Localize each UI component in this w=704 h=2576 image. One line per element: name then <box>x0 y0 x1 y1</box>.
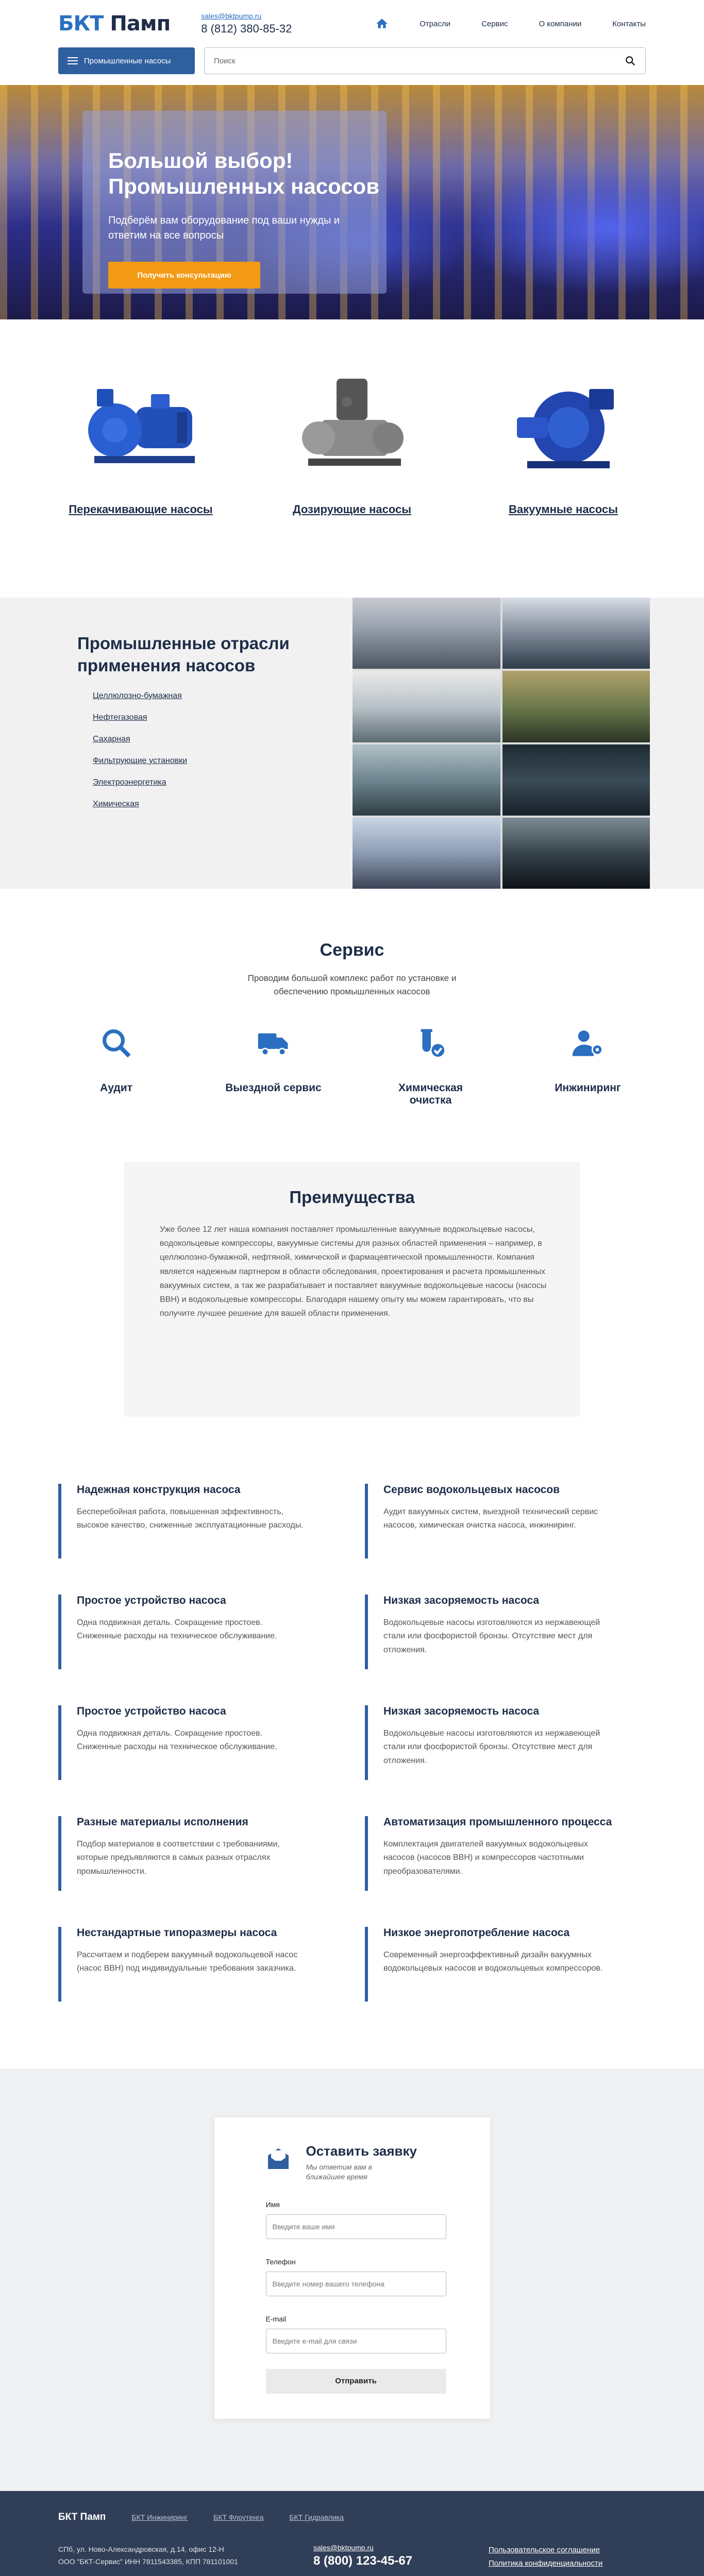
email-label: E-mail <box>265 2314 287 2323</box>
service-item-label: Аудит <box>100 1082 132 1094</box>
industry-photo <box>353 671 500 742</box>
search-field[interactable] <box>204 47 646 74</box>
agreement-link[interactable]: Пользовательское соглашение <box>489 2546 600 2554</box>
industries-section <box>0 598 704 889</box>
header-phone[interactable]: 8 (812) 380-85-32 <box>201 22 292 35</box>
features-grid <box>58 1484 646 2069</box>
header-contacts <box>201 12 292 36</box>
product-card[interactable] <box>275 371 429 598</box>
industry-photo <box>353 818 500 889</box>
footer-link[interactable]: БКТ Гидравлика <box>289 2513 344 2521</box>
product-categories <box>0 319 704 598</box>
footer-email[interactable]: sales@bktpump.ru <box>313 2544 374 2552</box>
logo-part-b: Памп <box>110 12 171 36</box>
feature-card <box>365 1927 646 2002</box>
truck-icon <box>257 1026 291 1060</box>
name-field[interactable]: Введите ваше имя <box>266 2214 446 2239</box>
product-link[interactable]: Перекачивающие насосы <box>69 503 213 516</box>
service-item-label: Инжиниринг <box>555 1082 621 1094</box>
name-label: Имя <box>265 2200 280 2209</box>
phone-label: Телефон <box>265 2257 296 2266</box>
feature-card <box>365 1816 646 1891</box>
footer-link[interactable]: БКТ Инжиниринг <box>131 2513 188 2521</box>
industry-link[interactable]: Электроэнергетика <box>93 777 166 787</box>
catalog-button-label: Промышленные насосы <box>84 56 171 65</box>
advantages-text: Уже более 12 лет наша компания поставляет промышленные вакуумные водокольцевые насосы, водокольцевые компрессоры, вакуумные системы для разных областей применения – например, в целлюлозно-бумажной, нефтяной, химической и фармацевтической промышленности. Компания является надежным партнером в области обследования, проектирования и расчета промышленных вакуумных систем, а так же разрабатывает и поставляет вакуумные водокольцевые насосы (насосы ВВН) и водокольцевые компрессоры. Благодаря нашему опыту мы можем гарантировать, что вы получите лучшее решение для вашей области применения. <box>160 1225 547 1318</box>
feature-title: Нестандартные типоразмеры насоса <box>77 1927 277 1939</box>
service-item-label: Химическая очистка <box>398 1082 463 1106</box>
service-item-engineering[interactable] <box>534 1026 642 1107</box>
privacy-link[interactable]: Политика конфиденциальности <box>489 2558 603 2568</box>
phone-field[interactable]: Введите номер вашего телефона <box>266 2272 446 2296</box>
feature-text: Аудит вакуумных систем, выездной технический сервис насосов, химическая очистка насоса, инжиниринг. <box>383 1507 598 1530</box>
feature-title: Автоматизация промышленного процесса <box>383 1816 612 1828</box>
consultation-button[interactable]: Получить консультацию <box>108 262 260 289</box>
menu-icon <box>68 57 78 64</box>
nav-about[interactable]: О компании <box>539 19 582 28</box>
search-input[interactable]: Поиск <box>214 56 236 65</box>
form-hint: Мы ответим вам в ближайшее время <box>306 2163 372 2181</box>
service-item-field[interactable] <box>220 1026 328 1107</box>
submit-button[interactable]: Отправить <box>266 2369 446 2394</box>
service-item-label: Выездной сервис <box>225 1082 322 1094</box>
footer-logo[interactable]: БКТ Памп <box>58 2512 106 2522</box>
request-section <box>0 2069 704 2491</box>
product-card[interactable] <box>63 371 218 598</box>
main-nav <box>375 17 646 30</box>
feature-title: Сервис водокольцевых насосов <box>383 1484 560 1496</box>
catalog-button[interactable] <box>58 47 195 74</box>
footer-address: СПб, ул. Ново-Александровская, д.14, офис 12-Н <box>58 2545 224 2553</box>
industry-photo <box>353 598 500 669</box>
product-card[interactable] <box>486 371 641 598</box>
feature-title: Низкое энергопотребление насоса <box>383 1927 570 1939</box>
industry-photo <box>502 671 650 742</box>
transfer-pump-image <box>74 371 208 489</box>
feature-title: Простое устройство насоса <box>77 1595 226 1606</box>
service-item-audit[interactable] <box>62 1026 171 1107</box>
feature-card <box>365 1484 646 1558</box>
feature-title: Надежная конструкция насоса <box>77 1484 241 1496</box>
industry-link[interactable]: Фильтрующие установки <box>93 756 188 765</box>
feature-title: Простое устройство насоса <box>77 1705 226 1717</box>
logo-part-a: БКТ <box>58 12 104 36</box>
hero-banner <box>0 85 704 319</box>
advantages-title: Преимущества <box>289 1188 415 1207</box>
test-tube-icon <box>414 1026 448 1060</box>
footer-link[interactable]: БКТ Флоутенга <box>213 2513 264 2521</box>
hero-title-line-1: Большой выбор! <box>108 148 293 173</box>
hero-card <box>82 111 387 294</box>
industry-link[interactable]: Химическая <box>93 799 139 808</box>
feature-card <box>58 1927 339 2002</box>
feature-text: Одна подвижная деталь. Сокращение простоев. Сниженные расходы на техническое обслуживание. <box>77 1729 277 1752</box>
search-icon <box>99 1026 133 1060</box>
footer-phone[interactable]: 8 (800) 123-45-67 <box>313 2554 413 2568</box>
industry-photo <box>502 598 650 669</box>
request-form <box>214 2117 490 2419</box>
industry-link[interactable]: Целлюлозно-бумажная <box>93 691 182 700</box>
feature-text: Водокольцевые насосы изготовляются из нержавеющей стали или фосфористой бронзы. Отсутствие мест для отложения. <box>383 1729 600 1765</box>
site-footer <box>0 2491 704 2576</box>
site-header <box>0 0 704 85</box>
product-link[interactable]: Вакуумные насосы <box>509 503 618 516</box>
industries-title: Промышленные отрасли применения насосов <box>77 634 290 675</box>
feature-card <box>58 1595 339 1669</box>
header-email-link[interactable]: sales@bktpump.ru <box>201 12 262 20</box>
industry-photo <box>353 744 500 816</box>
home-icon[interactable] <box>375 17 389 30</box>
feature-card <box>58 1816 339 1891</box>
industry-photo <box>502 744 650 816</box>
nav-industries[interactable]: Отрасли <box>420 19 451 28</box>
feature-text: Одна подвижная деталь. Сокращение простоев. Сниженные расходы на техническое обслуживание. <box>77 1618 277 1641</box>
service-section <box>0 889 704 1162</box>
advantages-section <box>0 1162 704 1417</box>
hero-text: Подберём вам оборудование под ваши нужды и ответим на все вопросы <box>108 215 340 242</box>
mail-envelope-icon <box>266 2146 291 2171</box>
industry-link[interactable]: Нефтегазовая <box>93 713 147 722</box>
search-icon[interactable] <box>625 55 636 66</box>
form-title: Оставить заявку <box>306 2143 417 2159</box>
dosing-pump-image <box>285 371 419 489</box>
nav-contacts[interactable]: Контакты <box>612 19 646 28</box>
industry-link[interactable]: Сахарная <box>93 734 130 743</box>
feature-text: Современный энергоэффективный дизайн вакуумных водокольцевых насосов и водокольцевых компрессоров. <box>383 1951 603 1973</box>
hero-title-line-2: Промышленных насосов <box>108 174 380 198</box>
hero-title <box>108 148 387 199</box>
feature-text: Водокольцевые насосы изготовляются из нержавеющей стали или фосфористой бронзы. Отсутствие мест для отложения. <box>383 1618 600 1654</box>
feature-text: Рассчитаем и подберем вакуумный водокольцевой насос (насос ВВН) под индивидуальные требования заказчика. <box>77 1951 298 1973</box>
service-item-chemical[interactable] <box>377 1026 485 1107</box>
feature-card <box>365 1595 646 1669</box>
user-gear-icon <box>571 1026 605 1060</box>
feature-text: Подбор материалов в соответствии с требованиями, которые предъявляются в самых разных отраслях промышленности. <box>77 1840 280 1876</box>
vacuum-pump-image <box>496 371 630 489</box>
industries-list <box>77 691 353 809</box>
feature-title: Разные материалы исполнения <box>77 1816 248 1828</box>
product-link[interactable]: Дозирующие насосы <box>292 503 412 516</box>
footer-company: ООО "БКТ-Сервис" ИНН 7811543385, КПП 781101001 <box>58 2557 238 2566</box>
service-title: Сервис <box>320 940 384 960</box>
email-field[interactable]: Введите e-mail для связи <box>266 2329 446 2353</box>
service-subtitle: Проводим большой комплекс работ по установке и обеспечению промышленных насосов <box>247 973 457 996</box>
industries-photo-grid <box>353 598 650 889</box>
feature-text: Комплектация двигателей вакуумных водокольцевых насосов (насосов ВВН) и компрессоров частотными преобразователями. <box>383 1840 588 1876</box>
feature-title: Низкая засоряемость насоса <box>383 1705 540 1717</box>
feature-text: Бесперебойная работа, повышенная эффективность, высокое качество, сниженные эксплуатационные расходы. <box>77 1507 304 1530</box>
logo[interactable] <box>58 12 170 36</box>
feature-title: Низкая засоряемость насоса <box>383 1595 540 1606</box>
feature-card <box>58 1484 339 1558</box>
nav-service[interactable]: Сервис <box>481 19 508 28</box>
feature-card <box>365 1705 646 1780</box>
industry-photo <box>502 818 650 889</box>
feature-card <box>58 1705 339 1780</box>
